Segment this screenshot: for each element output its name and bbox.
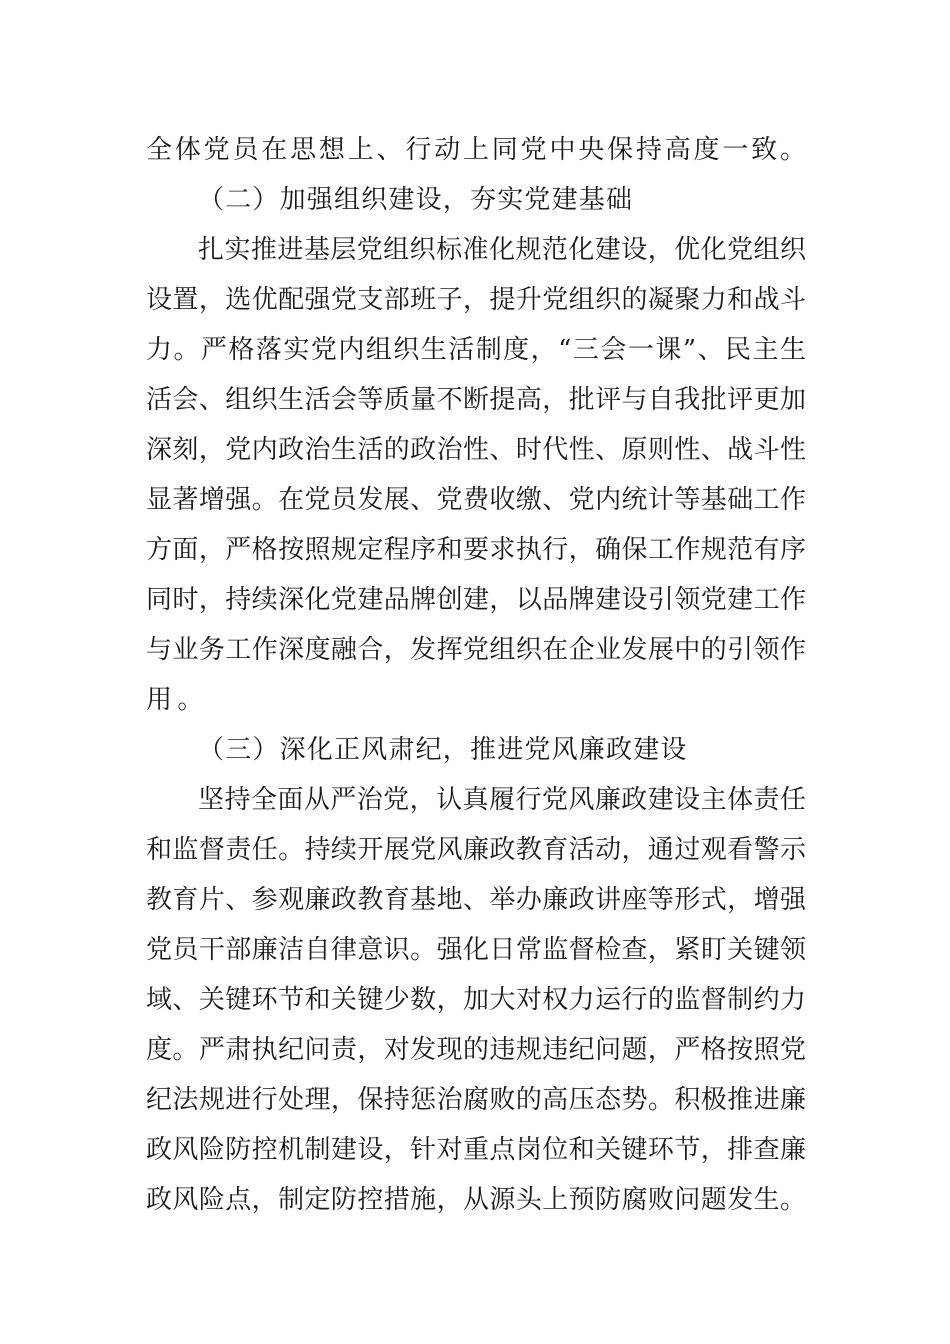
section-heading-3: （三）深化正风肃纪，推进党风廉政建设: [198, 735, 688, 765]
paragraph-line: 活会、组织生活会等质量不断提高，批评与自我批评更加: [146, 385, 806, 415]
paragraph-line: 纪法规进行处理，保持惩治腐败的高压态势。积极推进廉: [146, 1085, 806, 1115]
section-heading-2: （二）加强组织建设，夯实党建基础: [198, 185, 634, 215]
paragraph-line: 设置，选优配强党支部班子，提升党组织的凝聚力和战斗: [146, 285, 806, 315]
paragraph-line: 党员干部廉洁自律意识。强化日常监督检查，紧盯关键领: [146, 935, 806, 965]
paragraph-line: 用。: [146, 685, 209, 715]
paragraph-line: 全体党员在思想上、行动上同党中央保持高度一致。: [146, 135, 806, 165]
paragraph-line: 政风险点，制定防控措施，从源头上预防腐败问题发生。: [146, 1185, 806, 1215]
paragraph-line: 和监督责任。持续开展党风廉政教育活动，通过观看警示: [146, 835, 806, 865]
paragraph-line: 力。严格落实党内组织生活制度，“三会一课”、民主生: [146, 335, 806, 365]
paragraph-line: 方面，严格按照规定程序和要求执行，确保工作规范有序: [146, 535, 806, 565]
paragraph-line: 扎实推进基层党组织标准化规范化建设，优化党组织: [198, 235, 806, 265]
paragraph-line: 度。严肃执纪问责，对发现的违规违纪问题，严格按照党: [146, 1035, 806, 1065]
paragraph-line: 教育片、参观廉政教育基地、举办廉政讲座等形式，增强: [146, 885, 806, 915]
paragraph-line: 同时，持续深化党建品牌创建，以品牌建设引领党建工作: [146, 585, 806, 615]
paragraph-line: 显著增强。在党员发展、党费收缴、党内统计等基础工作: [146, 485, 806, 515]
paragraph-line: 域、关键环节和关键少数，加大对权力运行的监督制约力: [146, 985, 806, 1015]
paragraph-line: 与业务工作深度融合，发挥党组织在企业发展中的引领作: [146, 635, 806, 665]
paragraph-line: 政风险防控机制建设，针对重点岗位和关键环节，排查廉: [146, 1135, 806, 1165]
paragraph-line: 深刻，党内政治生活的政治性、时代性、原则性、战斗性: [146, 435, 806, 465]
paragraph-line: 坚持全面从严治党，认真履行党风廉政建设主体责任: [198, 785, 806, 815]
